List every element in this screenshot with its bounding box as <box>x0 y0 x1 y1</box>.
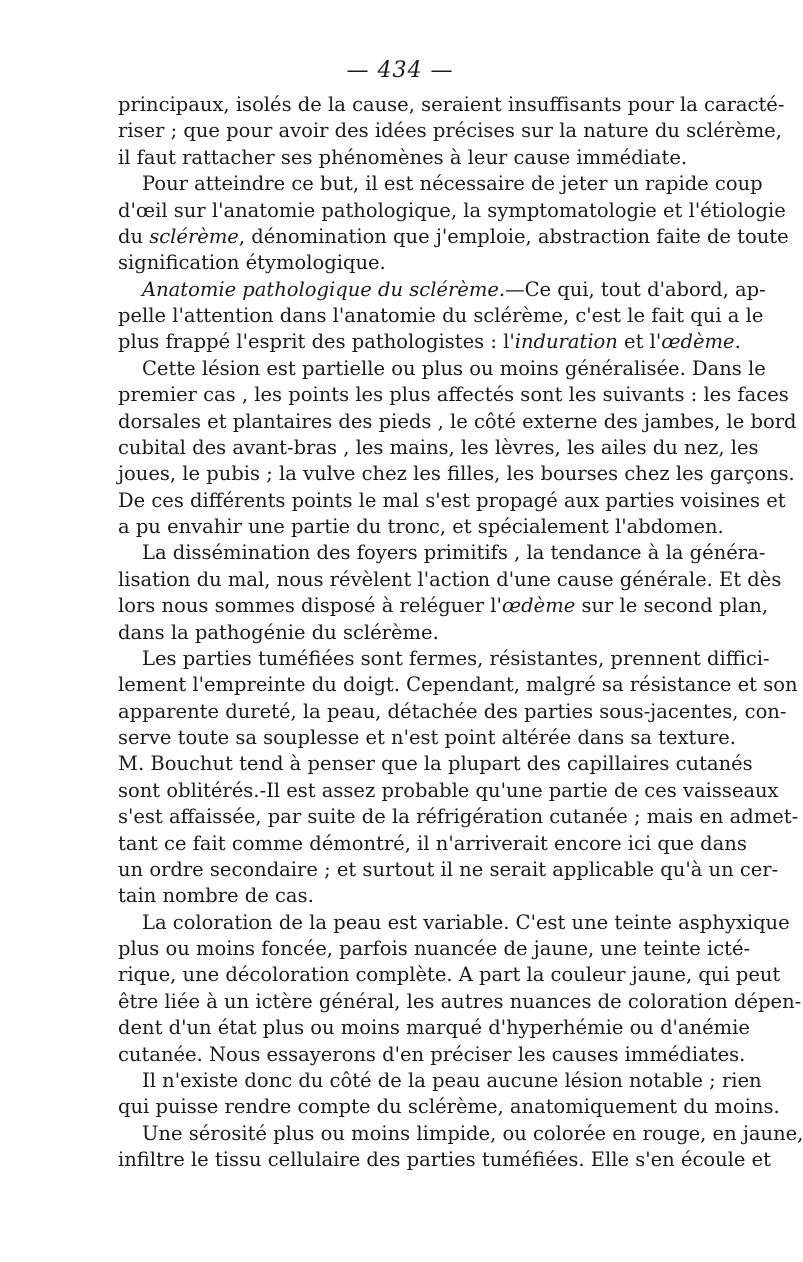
text-line: plus ou moins foncée, parfois nuancée de jaune, une teinte icté- <box>118 937 751 960</box>
text-line: Les parties tuméfiées sont fermes, résistantes, prennent diffici- <box>142 646 770 670</box>
italic-text: sclérème <box>149 224 239 248</box>
text-line: Pour atteindre ce but, il est nécessaire de jeter un rapide coup <box>142 172 763 196</box>
italic-text: œdème <box>501 594 576 618</box>
text-line: Cette lésion est partielle ou plus ou moins généralisée. Dans le <box>142 356 766 380</box>
text-line <box>118 593 769 619</box>
text-segment: lors nous sommes disposé à reléguer l' <box>118 594 502 618</box>
text-segment: —Ce qui, tout d'abord, ap- <box>505 277 766 301</box>
page-number: — 434 — <box>346 58 454 83</box>
text-line: Il n'existe donc du côté de la peau aucune lésion notable ; rien <box>142 1068 762 1092</box>
text-line: d'œil sur l'anatomie pathologique, la symptomatologie et l'étiologie <box>118 198 786 222</box>
text-line: infiltre le tissu cellulaire des parties tuméfiées. Elle s'en écoule et <box>118 1148 772 1171</box>
italic-text: Anatomie pathologique du sclérème. <box>142 277 506 301</box>
text-line <box>118 277 766 303</box>
text-line: tain nombre de cas. <box>118 884 314 908</box>
text-line: rique, une décoloration complète. A part la couleur jaune, qui peut <box>118 963 781 987</box>
text-line: cutanée. Nous essayerons d'en préciser les causes immédiates. <box>118 1042 746 1066</box>
text-line: dorsales et plantaires des pieds , le côté externe des jambes, le bord <box>118 409 797 433</box>
text-line <box>118 224 789 250</box>
text-line: tant ce fait comme démontré, il n'arriverait encore ici que dans <box>118 831 747 855</box>
text-line <box>118 329 741 355</box>
text-line: signification étymologique. <box>118 251 386 275</box>
text-line: un ordre secondaire ; et surtout il ne serait applicable qu'à un cer- <box>118 857 779 881</box>
text-line: s'est affaissée, par suite de la réfrigération cutanée ; mais en admet- <box>118 805 799 829</box>
text-line: apparente dureté, la peau, détachée des parties sous-jacentes, con- <box>118 699 787 723</box>
text-line: a pu envahir une partie du tronc, et spécialement l'abdomen. <box>118 515 724 538</box>
text-line: La dissémination des foyers primitifs , la tendance à la généra- <box>142 541 766 565</box>
text-line: sont oblitérés.-Il est assez probable qu'une partie de ces vaisseaux <box>118 778 779 802</box>
text-line: serve toute sa souplesse et n'est point altérée dans sa texture. <box>118 726 736 749</box>
text-line: pelle l'attention dans l'anatomie du sclérème, c'est le fait qui a le <box>118 304 764 327</box>
text-line: La coloration de la peau est variable. C'est une teinte asphyxique <box>142 910 790 934</box>
text-segment: sur le second plan, <box>575 594 769 618</box>
text-line: riser ; que pour avoir des idées précises sur la nature du sclérème, <box>118 119 782 143</box>
italic-text: induration <box>514 330 618 354</box>
text-line: joues, le pubis ; la vulve chez les filles, les bourses chez les garçons. <box>118 462 795 486</box>
text-line: cubital des avant-bras , les mains, les lèvres, les ailes du nez, les <box>118 435 759 459</box>
text-line: lisation du mal, nous révèlent l'action d'une cause générale. Et dès <box>118 567 782 591</box>
text-segment: plus frappé l'esprit des pathologistes : l' <box>118 330 515 354</box>
body-text <box>118 92 803 1173</box>
text-line: être liée à un ictère général, les autres nuances de coloration dépen- <box>118 989 802 1013</box>
text-line: premier cas , les points les plus affectés sont les suivants : les faces <box>118 383 789 407</box>
text-line: dans la pathogénie du sclérème. <box>118 620 439 644</box>
text-segment: . <box>734 330 741 354</box>
text-segment: , dénomination que j'emploie, abstraction faite de toute <box>238 224 789 248</box>
text-line: Une sérosité plus ou moins limpide, ou colorée en rouge, en jaune, <box>142 1121 803 1145</box>
text-line: M. Bouchut tend à penser que la plupart des capillaires cutanés <box>118 752 753 776</box>
text-line: principaux, isolés de la cause, seraient insuffisants pour la caracté- <box>118 93 785 116</box>
text-line: De ces différents points le mal s'est propagé aux parties voisines et <box>118 488 786 512</box>
text-line: il faut rattacher ses phénomènes à leur cause immédiate. <box>118 145 688 169</box>
text-segment: du <box>118 224 150 248</box>
text-segment: et l' <box>617 330 662 354</box>
text-line: dent d'un état plus ou moins marqué d'hyperhémie ou d'anémie <box>118 1016 750 1040</box>
text-line: lement l'empreinte du doigt. Cependant, malgré sa résistance et son <box>118 673 798 697</box>
text-line: qui puisse rendre compte du sclérème, anatomiquement du moins. <box>118 1095 780 1119</box>
italic-text: œdème <box>661 330 735 354</box>
